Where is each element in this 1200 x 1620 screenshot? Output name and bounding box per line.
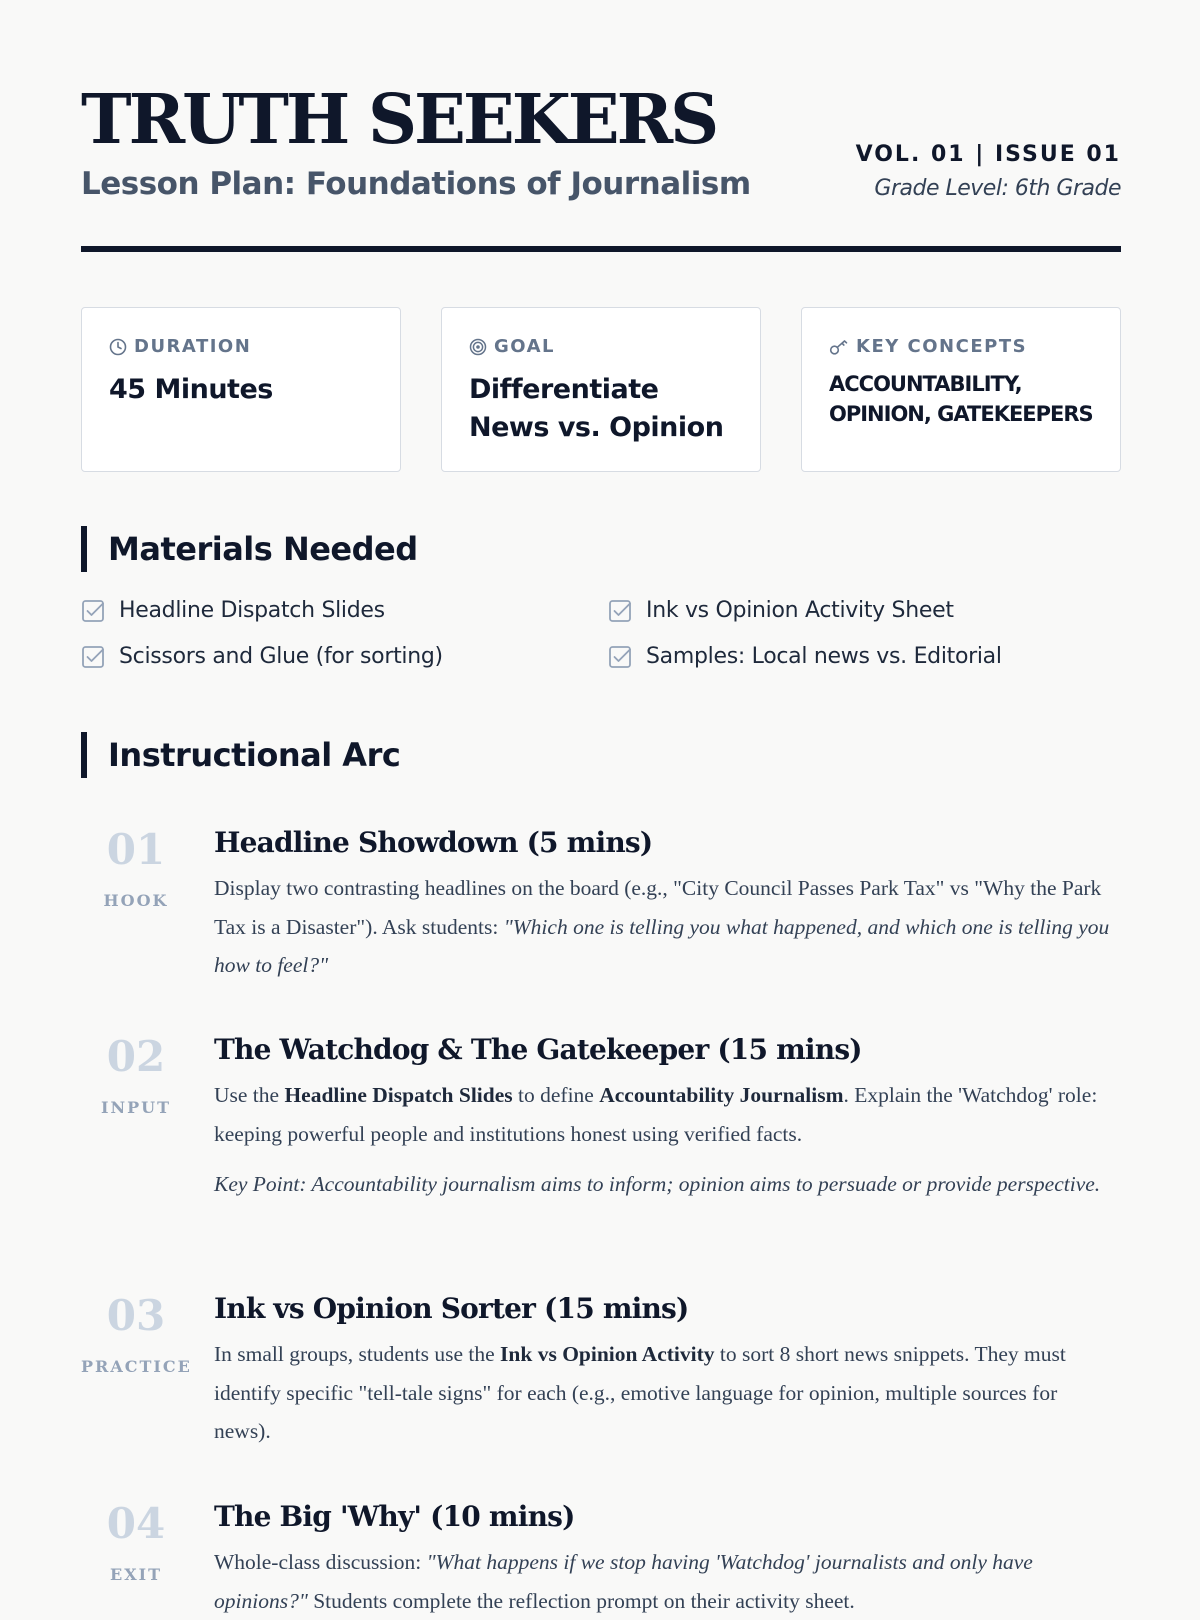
- material-item-label: Ink vs Opinion Activity Sheet: [646, 598, 954, 623]
- goal-card: [441, 307, 761, 472]
- key-concepts-label-text: KEY CONCEPTS: [856, 336, 1028, 357]
- duration-label-text: DURATION: [134, 336, 252, 357]
- material-item-label: Samples: Local news vs. Editorial: [646, 644, 1002, 669]
- text-run: In small groups, students use the: [214, 1342, 501, 1366]
- step-text: [214, 1076, 1114, 1153]
- text-run: Ink vs Opinion Activity: [500, 1342, 715, 1366]
- info-cards: [81, 307, 1121, 472]
- checkbox-checked-icon: [81, 599, 105, 623]
- text-run: Use the: [214, 1083, 285, 1107]
- material-item-label: Scissors and Glue (for sorting): [119, 644, 443, 669]
- text-run: Whole-class discussion:: [214, 1550, 427, 1574]
- step-body: [214, 1032, 1114, 1204]
- goal-label: [469, 336, 733, 357]
- step-title: Ink vs Opinion Sorter (15 mins): [214, 1292, 689, 1325]
- key-icon: [829, 338, 849, 356]
- goal-value: Differentiate News vs. Opinion: [469, 374, 724, 443]
- checkbox-checked-icon: [608, 599, 632, 623]
- materials-heading: Materials Needed: [81, 526, 418, 572]
- issue-label: VOL. 01 | ISSUE 01: [855, 142, 1121, 167]
- step-body: [214, 825, 1114, 985]
- key-point-note: Key Point: Accountability journalism aims to inform; opinion aims to persuade or provide perspective.: [214, 1172, 1101, 1196]
- step-text: [214, 1335, 1114, 1451]
- step-number: 01: [106, 825, 166, 874]
- step-title: The Watchdog & The Gatekeeper (15 mins): [214, 1033, 862, 1066]
- text-run: "What happens if we stop having 'Watchdog' journalists and only have opinions?": [214, 1550, 1033, 1613]
- lesson-plan-page: [81, 0, 1121, 1613]
- step-body: [214, 1291, 1114, 1451]
- text-run: Students complete the reflection prompt on their activity sheet.: [307, 1588, 855, 1613]
- material-item: [81, 644, 443, 669]
- step-body: [214, 1499, 1114, 1620]
- step-number: 03: [106, 1291, 166, 1340]
- masthead-divider: [81, 246, 1121, 252]
- duration-label: [109, 336, 373, 357]
- step-tag: EXIT: [110, 1565, 162, 1584]
- key-concepts-value: ACCOUNTABILITY, OPINION, GATEKEEPERS: [829, 372, 1093, 426]
- step-tag: HOOK: [103, 891, 169, 910]
- text-run: Accountability Journalism: [599, 1083, 844, 1107]
- instructional-arc-heading: Instructional Arc: [81, 732, 400, 778]
- text-run: to define: [512, 1083, 600, 1107]
- grade-level: Grade Level: 6th Grade: [874, 176, 1121, 201]
- checkbox-checked-icon: [608, 645, 632, 669]
- checkbox-checked-icon: [81, 645, 105, 669]
- material-item-label: Headline Dispatch Slides: [119, 598, 385, 623]
- key-concepts-card: [801, 307, 1121, 472]
- target-icon: [469, 338, 487, 356]
- page-subtitle: Lesson Plan: Foundations of Journalism: [81, 166, 751, 202]
- step-tag: PRACTICE: [81, 1357, 192, 1376]
- step-title: Headline Showdown (5 mins): [214, 826, 653, 859]
- step-text: [214, 869, 1114, 985]
- clock-icon: [109, 338, 127, 356]
- duration-card: [81, 307, 401, 472]
- step-tag: INPUT: [101, 1098, 171, 1117]
- material-item: [608, 598, 954, 623]
- masthead: [81, 0, 1121, 254]
- text-run: "Which one is telling you what happened, and which one is telling you how to feel?": [214, 914, 1110, 977]
- page-title: TRUTH SEEKERS: [81, 80, 717, 160]
- key-concepts-label: [829, 336, 1093, 357]
- material-item: [81, 598, 385, 623]
- text-run: . Explain the 'Watchdog' role: keeping powerful people and institutions honest using verified facts.: [214, 1083, 1098, 1146]
- text-run: Headline Dispatch Slides: [284, 1083, 513, 1107]
- step-text: [214, 1543, 1114, 1620]
- step-title: The Big 'Why' (10 mins): [214, 1500, 575, 1533]
- step-number: 02: [106, 1032, 166, 1081]
- material-item: [608, 644, 1002, 669]
- goal-label-text: GOAL: [494, 336, 555, 357]
- step-number: 04: [106, 1499, 166, 1548]
- duration-value: 45 Minutes: [109, 374, 273, 405]
- text-run: Display two contrasting headlines on the board (e.g., "City Council Passes Park Tax" vs "Why the Park Tax is a Disaster"). Ask students:: [214, 876, 1102, 939]
- text-run: to sort 8 short news snippets. They must identify specific "tell-tale signs" for each (e.g., emotive language for opinion, multiple sources for news).: [214, 1342, 1066, 1443]
